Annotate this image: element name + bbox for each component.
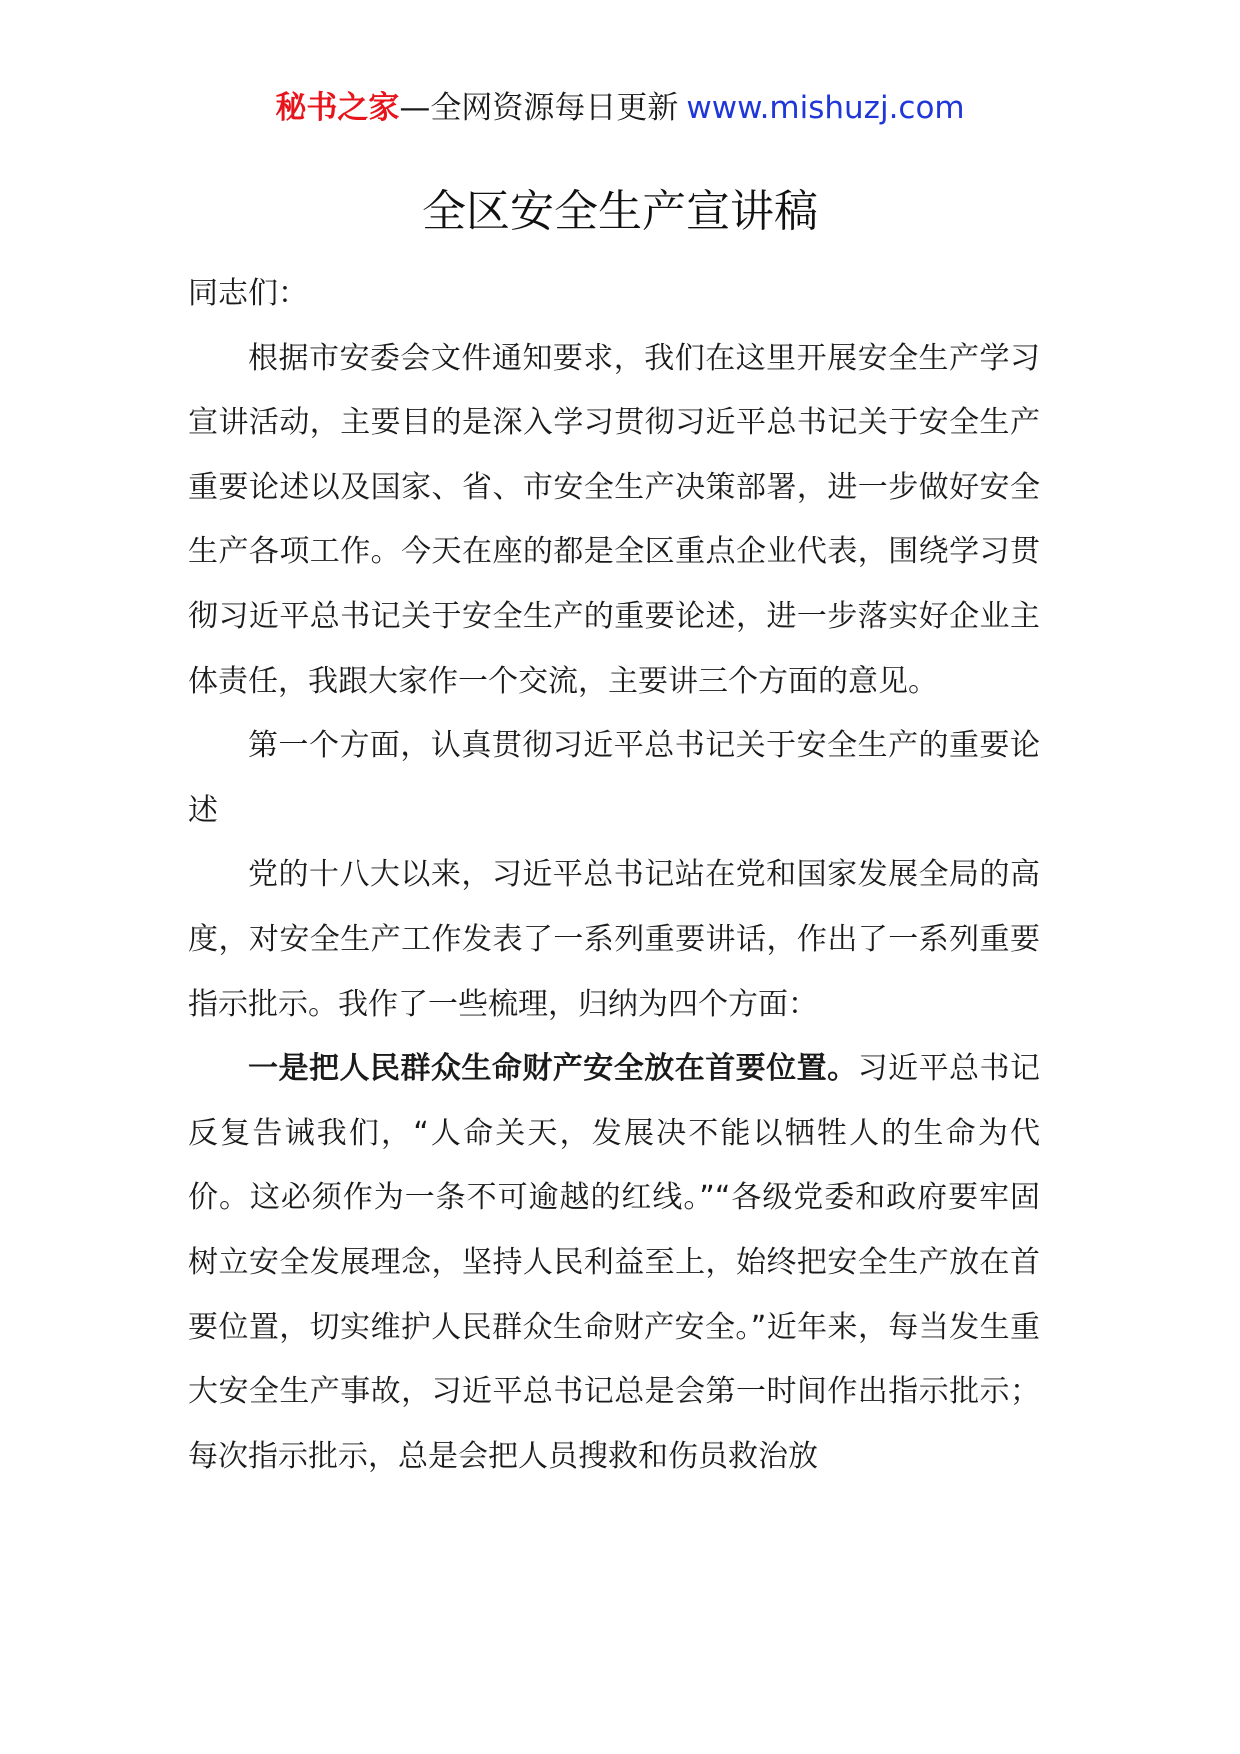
point-one-text: 习近平总书记反复告诫我们，“人命关天，发展决不能以牺牲人的生命为代价。这必须作为一条不可逾越的红线。”“各级党委和政府要牢固树立安全发展理念，坚持人民利益至上，始终把安全生产放在首要位置，切实维护人民群众生命财产安全。”近年来，每当发生重大安全生产事故，习近平总书记总是会第一时间作出指示批示；每次指示批示，总是会把人员搜救和伤员救治放 — [188, 1051, 1041, 1474]
document-title: 全区安全生产宣讲稿 — [422, 186, 818, 237]
site-link[interactable]: www.mishuzj.com — [686, 90, 965, 126]
header-tagline: —全网资源每日更新 — [399, 90, 679, 126]
paragraph-context: 党的十八大以来，习近平总书记站在党和国家发展全局的高度，对安全生产工作发表了一系列重要讲话，作出了一系列重要指示批示。我作了一些梳理，归纳为四个方面： — [188, 857, 1040, 1022]
paragraph-intro: 根据市安委会文件通知要求，我们在这里开展安全生产学习宣讲活动，主要目的是深入学习贯彻习近平总书记关于安全生产重要论述以及国家、省、市安全生产决策部署，进一步做好安全生产各项工作。今天在座的都是全区重点企业代表，围绕学习贯彻习近平总书记关于安全生产的重要论述，进一步落实好企业主体责任，我跟大家作一个交流，主要讲三个方面的意见。 — [188, 340, 1040, 699]
paragraph-point-one — [188, 1037, 1040, 1489]
document-body — [188, 262, 1040, 1489]
point-one-lead: 一是把人民群众生命财产安全放在首要位置。 — [248, 1051, 858, 1087]
section-heading-one: 第一个方面，认真贯彻习近平总书记关于安全生产的重要论述 — [188, 728, 1040, 828]
brand-name: 秘书之家 — [275, 90, 400, 126]
site-header — [0, 88, 1240, 128]
greeting: 同志们： — [188, 276, 308, 311]
